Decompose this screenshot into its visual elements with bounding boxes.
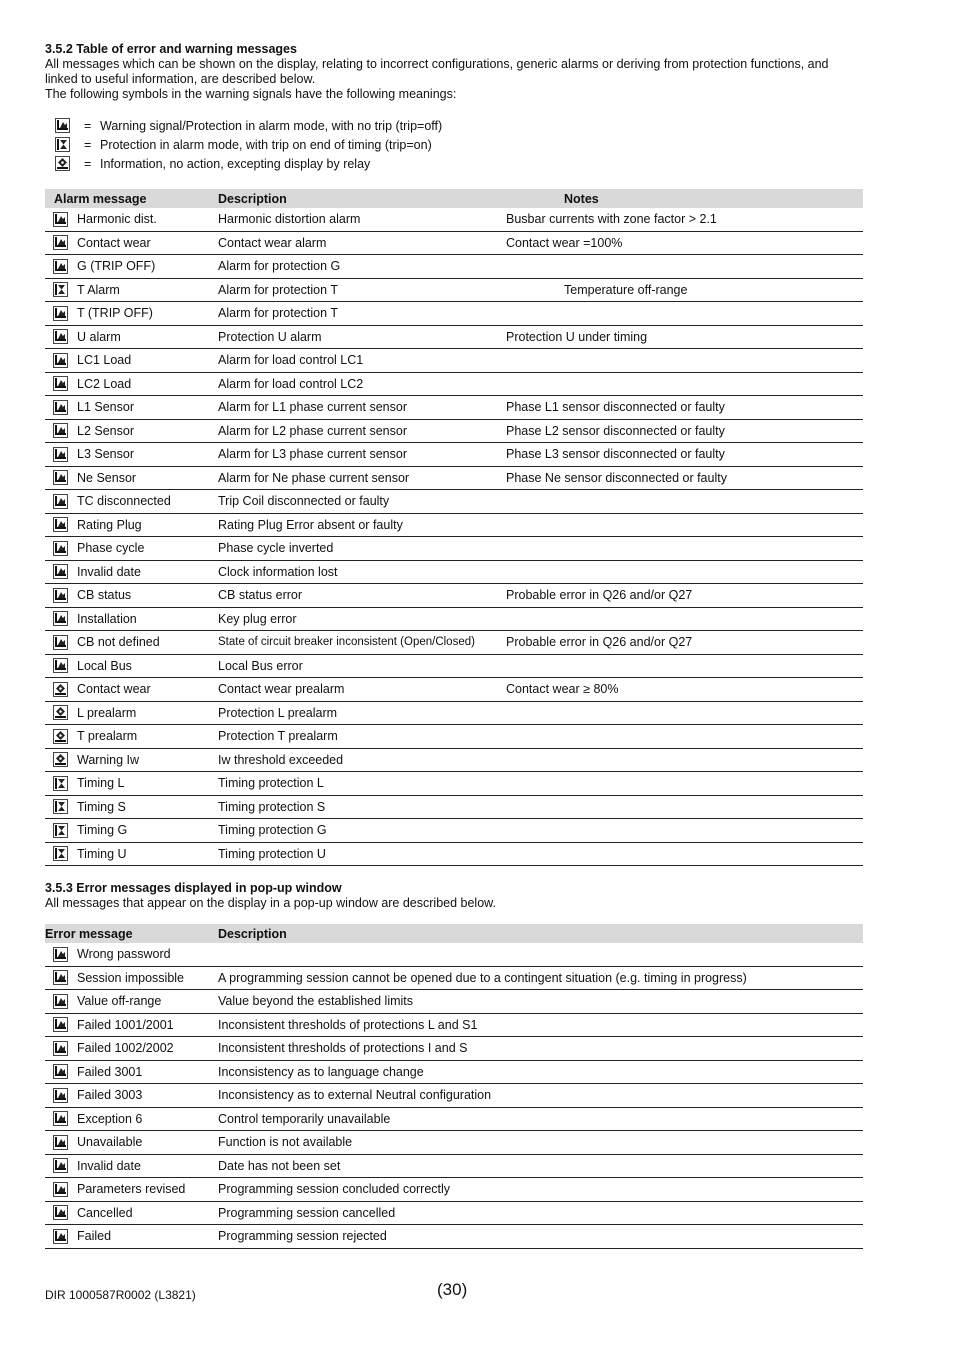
col-notes: Notes	[506, 189, 863, 208]
error-description: Programming session cancelled	[218, 1201, 863, 1225]
table-row	[45, 513, 863, 537]
alarm-message: Harmonic dist.	[77, 212, 157, 227]
alarm-note	[506, 302, 863, 326]
alarm-message: LC2 Load	[77, 376, 132, 391]
alarm-icon	[55, 118, 70, 133]
section-353-intro: All messages that appear on the display in a pop-up window are described below.	[45, 896, 496, 910]
alarm-note	[506, 819, 863, 843]
table-row	[45, 842, 863, 866]
alarm-description: Phase cycle inverted	[218, 537, 506, 561]
table-row	[45, 278, 863, 302]
alarm-message-cell	[45, 748, 218, 772]
error-message: Failed	[77, 1229, 112, 1244]
alarm-message-cell	[45, 678, 218, 702]
alarm-note: Probable error in Q26 and/or Q27	[506, 584, 863, 608]
alarm-message-cell	[45, 419, 218, 443]
alarm-message-cell	[45, 537, 218, 561]
alarm-message-cell	[45, 208, 218, 231]
alarm-note	[506, 725, 863, 749]
table-row	[45, 1225, 863, 1249]
legend-item	[45, 154, 863, 173]
error-description: Programming session rejected	[218, 1225, 863, 1249]
error-message-cell	[45, 1013, 218, 1037]
error-message: Value off-range	[77, 994, 162, 1009]
error-description: Inconsistent thresholds of protections L and S1	[218, 1013, 863, 1037]
alarm-icon	[53, 259, 68, 274]
info-icon	[53, 729, 68, 744]
table-row	[45, 396, 863, 420]
alarm-description: Protection U alarm	[218, 325, 506, 349]
info-icon	[53, 705, 68, 720]
error-message-cell	[45, 1178, 218, 1202]
error-message: Failed 1002/2002	[77, 1041, 174, 1056]
legend-equals: =	[84, 156, 92, 171]
alarm-message: T Alarm	[77, 282, 120, 297]
table-row	[45, 1201, 863, 1225]
alarm-note	[506, 772, 863, 796]
table-row	[45, 990, 863, 1014]
alarm-message: L3 Sensor	[77, 447, 134, 462]
alarm-icon	[53, 517, 68, 532]
alarm-icon	[53, 329, 68, 344]
timing-icon	[53, 799, 68, 814]
alarm-icon	[53, 235, 68, 250]
table-row	[45, 701, 863, 725]
alarm-icon	[53, 353, 68, 368]
error-description: Control temporarily unavailable	[218, 1107, 863, 1131]
table-row	[45, 466, 863, 490]
alarm-message: G (TRIP OFF)	[77, 259, 156, 274]
alarm-message: Ne Sensor	[77, 470, 137, 485]
alarm-icon	[53, 970, 68, 985]
table-row	[45, 654, 863, 678]
error-message-cell	[45, 1037, 218, 1061]
legend-text: Warning signal/Protection in alarm mode, with no trip (trip=off)	[100, 118, 443, 133]
alarm-icon	[53, 400, 68, 415]
error-message-cell	[45, 990, 218, 1014]
alarm-message-cell	[45, 372, 218, 396]
table-row	[45, 443, 863, 467]
table-row	[45, 1060, 863, 1084]
table-row	[45, 795, 863, 819]
alarm-message-cell	[45, 560, 218, 584]
timing-icon	[53, 846, 68, 861]
table-row	[45, 255, 863, 279]
alarm-message-cell	[45, 231, 218, 255]
alarm-note: Contact wear ≥ 80%	[506, 678, 863, 702]
alarm-note	[506, 349, 863, 373]
legend-text: Protection in alarm mode, with trip on end of timing (trip=on)	[100, 137, 432, 152]
table-row	[45, 1107, 863, 1131]
table-row	[45, 419, 863, 443]
alarm-icon	[53, 376, 68, 391]
error-message: Failed 1001/2001	[77, 1017, 174, 1032]
alarm-icon	[53, 1182, 68, 1197]
section-352-symbols-intro: The following symbols in the warning signals have the following meanings:	[45, 87, 457, 101]
alarm-message: Invalid date	[77, 564, 141, 579]
alarm-message-cell	[45, 325, 218, 349]
alarm-note: Probable error in Q26 and/or Q27	[506, 631, 863, 655]
alarm-note: Temperature off-range	[506, 278, 863, 302]
table-row	[45, 208, 863, 231]
document-code: DIR 1000587R0002 (L3821)	[45, 1288, 196, 1302]
alarm-icon	[53, 947, 68, 962]
alarm-message-cell	[45, 654, 218, 678]
error-message: Parameters revised	[77, 1182, 186, 1197]
alarm-note	[506, 842, 863, 866]
info-icon	[53, 752, 68, 767]
error-message-cell	[45, 1084, 218, 1108]
alarm-description: Alarm for L2 phase current sensor	[218, 419, 506, 443]
alarm-note: Phase L3 sensor disconnected or faulty	[506, 443, 863, 467]
error-message-cell	[45, 943, 218, 966]
alarm-description: Alarm for load control LC1	[218, 349, 506, 373]
alarm-icon	[53, 611, 68, 626]
error-message: Session impossible	[77, 970, 184, 985]
alarm-note: Busbar currents with zone factor > 2.1	[506, 208, 863, 231]
alarm-note	[506, 372, 863, 396]
alarm-icon	[53, 1205, 68, 1220]
alarm-message: L2 Sensor	[77, 423, 134, 438]
alarm-description: Alarm for L1 phase current sensor	[218, 396, 506, 420]
alarm-icon	[53, 588, 68, 603]
alarm-description: Contact wear prealarm	[218, 678, 506, 702]
alarm-icon	[53, 1064, 68, 1079]
error-description: Inconsistent thresholds of protections I and S	[218, 1037, 863, 1061]
alarm-table-header	[45, 189, 863, 208]
info-icon	[53, 682, 68, 697]
alarm-icon	[53, 994, 68, 1009]
alarm-message-cell	[45, 819, 218, 843]
table-row	[45, 231, 863, 255]
error-message-cell	[45, 1225, 218, 1249]
alarm-description: Harmonic distortion alarm	[218, 208, 506, 231]
alarm-icon	[53, 470, 68, 485]
alarm-message: TC disconnected	[77, 494, 171, 509]
alarm-note: Phase L1 sensor disconnected or faulty	[506, 396, 863, 420]
alarm-message: Contact wear	[77, 682, 151, 697]
alarm-icon	[53, 1158, 68, 1173]
alarm-message-cell	[45, 490, 218, 514]
timing-icon	[55, 137, 70, 152]
section-352-intro: All messages which can be shown on the display, relating to incorrect configurations, generic alarms or deriving from protection functions, and linked to useful information, are described below.	[45, 57, 829, 86]
alarm-message-cell	[45, 349, 218, 373]
alarm-description: Trip Coil disconnected or faulty	[218, 490, 506, 514]
legend-equals: =	[84, 137, 92, 152]
alarm-message: Timing U	[77, 846, 127, 861]
alarm-note	[506, 255, 863, 279]
timing-icon	[53, 776, 68, 791]
table-row	[45, 372, 863, 396]
alarm-description: Contact wear alarm	[218, 231, 506, 255]
alarm-description: Key plug error	[218, 607, 506, 631]
symbol-legend	[45, 116, 863, 173]
section-353-title: 3.5.3 Error messages displayed in pop-up window	[45, 881, 342, 895]
error-message-cell	[45, 1131, 218, 1155]
alarm-message: Contact wear	[77, 235, 151, 250]
table-row	[45, 966, 863, 990]
alarm-description: State of circuit breaker inconsistent (Open/Closed)	[218, 631, 506, 655]
table-row	[45, 584, 863, 608]
table-row	[45, 943, 863, 966]
error-message: Invalid date	[77, 1158, 141, 1173]
alarm-description: Iw threshold exceeded	[218, 748, 506, 772]
table-row	[45, 631, 863, 655]
alarm-icon	[53, 1017, 68, 1032]
alarm-message: T (TRIP OFF)	[77, 306, 153, 321]
alarm-message: U alarm	[77, 329, 121, 344]
error-message-cell	[45, 1107, 218, 1131]
error-description: Date has not been set	[218, 1154, 863, 1178]
alarm-note	[506, 654, 863, 678]
error-message: Wrong password	[77, 947, 171, 962]
legend-equals: =	[84, 118, 92, 133]
alarm-icon	[53, 423, 68, 438]
alarm-description: Alarm for Ne phase current sensor	[218, 466, 506, 490]
table-row	[45, 349, 863, 373]
alarm-message-cell	[45, 278, 218, 302]
alarm-message: Timing S	[77, 799, 126, 814]
col-error-message: Error message	[45, 924, 218, 943]
alarm-icon	[53, 1088, 68, 1103]
error-message: Failed 3001	[77, 1064, 143, 1079]
table-row	[45, 725, 863, 749]
table-row	[45, 678, 863, 702]
error-message-cell	[45, 1060, 218, 1084]
table-row	[45, 607, 863, 631]
error-description: Value beyond the established limits	[218, 990, 863, 1014]
error-message: Cancelled	[77, 1205, 133, 1220]
table-row	[45, 560, 863, 584]
alarm-message-cell	[45, 302, 218, 326]
document-page	[45, 42, 863, 1249]
alarm-description: Timing protection U	[218, 842, 506, 866]
alarm-message: CB status	[77, 588, 132, 603]
alarm-message: L prealarm	[77, 705, 137, 720]
alarm-note	[506, 513, 863, 537]
legend-text: Information, no action, excepting display by relay	[100, 156, 371, 171]
alarm-icon	[53, 658, 68, 673]
col-description: Description	[218, 189, 506, 208]
timing-icon	[53, 823, 68, 838]
alarm-message-cell	[45, 396, 218, 420]
alarm-description: Alarm for protection T	[218, 302, 506, 326]
alarm-icon	[53, 1111, 68, 1126]
alarm-description: Timing protection G	[218, 819, 506, 843]
alarm-icon	[53, 447, 68, 462]
alarm-note	[506, 607, 863, 631]
alarm-note	[506, 537, 863, 561]
table-row	[45, 819, 863, 843]
alarm-note	[506, 701, 863, 725]
section-352-title: 3.5.2 Table of error and warning messages	[45, 42, 297, 56]
alarm-note: Phase L2 sensor disconnected or faulty	[506, 419, 863, 443]
alarm-message-cell	[45, 725, 218, 749]
error-message: Failed 3003	[77, 1088, 143, 1103]
alarm-note: Protection U under timing	[506, 325, 863, 349]
alarm-description: Timing protection L	[218, 772, 506, 796]
alarm-message: Phase cycle	[77, 541, 145, 556]
error-description: A programming session cannot be opened due to a contingent situation (e.g. timing in progress)	[218, 966, 863, 990]
error-message: Exception 6	[77, 1111, 143, 1126]
alarm-message-cell	[45, 513, 218, 537]
error-description: Function is not available	[218, 1131, 863, 1155]
timing-icon	[53, 282, 68, 297]
alarm-description: Timing protection S	[218, 795, 506, 819]
error-message-cell	[45, 1201, 218, 1225]
alarm-message: Warning Iw	[77, 752, 140, 767]
alarm-table	[45, 189, 863, 866]
alarm-description: Alarm for protection G	[218, 255, 506, 279]
alarm-message: Timing L	[77, 776, 125, 791]
alarm-icon	[53, 494, 68, 509]
alarm-message-cell	[45, 631, 218, 655]
alarm-message: Installation	[77, 611, 137, 626]
alarm-description: Protection L prealarm	[218, 701, 506, 725]
table-row	[45, 1178, 863, 1202]
alarm-message-cell	[45, 607, 218, 631]
alarm-description: CB status error	[218, 584, 506, 608]
table-row	[45, 1037, 863, 1061]
alarm-description: Protection T prealarm	[218, 725, 506, 749]
legend-item	[45, 135, 863, 154]
alarm-description: Local Bus error	[218, 654, 506, 678]
alarm-message: Timing G	[77, 823, 128, 838]
alarm-note: Phase Ne sensor disconnected or faulty	[506, 466, 863, 490]
error-description	[218, 943, 863, 966]
alarm-icon	[53, 635, 68, 650]
alarm-description: Alarm for load control LC2	[218, 372, 506, 396]
alarm-message-cell	[45, 584, 218, 608]
alarm-message: CB not defined	[77, 635, 160, 650]
alarm-icon	[53, 564, 68, 579]
alarm-icon	[53, 1135, 68, 1150]
table-row	[45, 1013, 863, 1037]
alarm-note	[506, 490, 863, 514]
col-alarm-message: Alarm message	[45, 189, 218, 208]
info-icon	[55, 156, 70, 171]
alarm-message-cell	[45, 443, 218, 467]
error-message-cell	[45, 966, 218, 990]
alarm-note: Contact wear =100%	[506, 231, 863, 255]
alarm-description: Rating Plug Error absent or faulty	[218, 513, 506, 537]
table-row	[45, 1084, 863, 1108]
table-row	[45, 302, 863, 326]
alarm-icon	[53, 306, 68, 321]
error-description: Programming session concluded correctly	[218, 1178, 863, 1202]
alarm-icon	[53, 541, 68, 556]
alarm-message-cell	[45, 772, 218, 796]
table-row	[45, 325, 863, 349]
alarm-message-cell	[45, 255, 218, 279]
page-number: (30)	[437, 1280, 468, 1299]
alarm-message: T prealarm	[77, 729, 138, 744]
table-row	[45, 772, 863, 796]
alarm-message-cell	[45, 842, 218, 866]
table-row	[45, 1131, 863, 1155]
error-description: Inconsistency as to language change	[218, 1060, 863, 1084]
popup-table-header	[45, 924, 863, 943]
alarm-note	[506, 748, 863, 772]
alarm-message-cell	[45, 795, 218, 819]
table-row	[45, 748, 863, 772]
table-row	[45, 537, 863, 561]
alarm-message: Rating Plug	[77, 517, 142, 532]
legend-item	[45, 116, 863, 135]
alarm-message: L1 Sensor	[77, 400, 134, 415]
col-description: Description	[218, 924, 863, 943]
error-message: Unavailable	[77, 1135, 143, 1150]
alarm-message: LC1 Load	[77, 353, 132, 368]
alarm-message-cell	[45, 466, 218, 490]
alarm-description: Clock information lost	[218, 560, 506, 584]
alarm-icon	[53, 1041, 68, 1056]
alarm-note	[506, 795, 863, 819]
popup-error-table	[45, 924, 863, 1249]
alarm-description: Alarm for protection T	[218, 278, 506, 302]
alarm-icon	[53, 1229, 68, 1244]
alarm-message: Local Bus	[77, 658, 132, 673]
error-description: Inconsistency as to external Neutral configuration	[218, 1084, 863, 1108]
alarm-description: Alarm for L3 phase current sensor	[218, 443, 506, 467]
error-message-cell	[45, 1154, 218, 1178]
table-row	[45, 1154, 863, 1178]
alarm-message-cell	[45, 701, 218, 725]
alarm-note	[506, 560, 863, 584]
alarm-icon	[53, 212, 68, 227]
table-row	[45, 490, 863, 514]
